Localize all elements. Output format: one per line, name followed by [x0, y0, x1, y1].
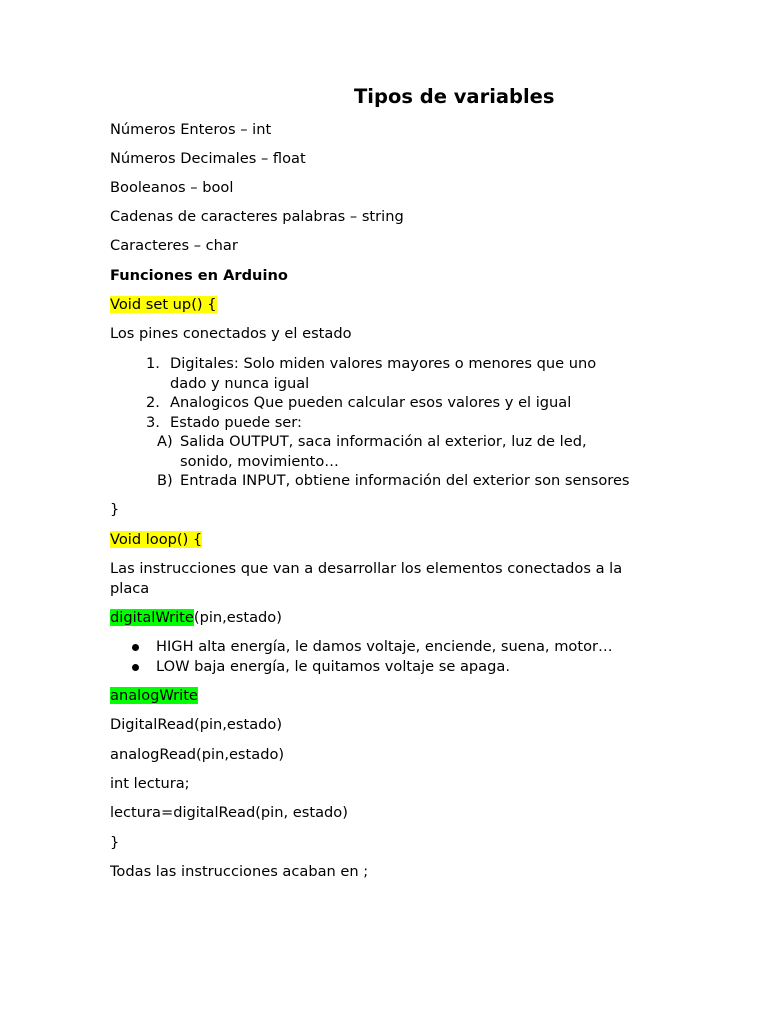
loop-close-brace: }	[110, 834, 120, 851]
bullet-item-low: LOW baja energía, le quitamos voltaje se apaga.	[156, 658, 510, 675]
code-analog-read: analogRead(pin,estado)	[110, 746, 285, 763]
loop-header: Void loop() {	[110, 531, 203, 548]
bullet-icon	[132, 644, 139, 651]
sublist-marker-b: B)	[157, 472, 173, 489]
loop-description-line-1: Las instrucciones que van a desarrollar los elementos conectados a la	[110, 560, 623, 577]
setup-close-brace: }	[110, 501, 120, 518]
analog-write-fn: analogWrite	[110, 687, 198, 704]
page-title: Tipos de variables	[354, 85, 555, 108]
code-int-lectura: int lectura;	[110, 775, 190, 792]
type-bool: Booleanos – bool	[110, 179, 234, 196]
list-item-1-line-2: dado y nunca igual	[170, 375, 310, 392]
loop-description-line-2: placa	[110, 580, 150, 597]
code-lectura-assign: lectura=digitalRead(pin, estado)	[110, 804, 348, 821]
sublist-item-a-line-2: sonido, movimiento…	[180, 453, 339, 470]
sublist-item-a-line-1: Salida OUTPUT, saca información al exterior, luz de led,	[180, 433, 587, 450]
digital-write-line	[110, 608, 282, 628]
sublist-marker-a: A)	[157, 433, 173, 450]
setup-header-line	[110, 295, 217, 315]
list-item-2: Analogicos Que pueden calcular esos valores y el igual	[170, 394, 572, 411]
list-marker-2: 2.	[146, 394, 160, 411]
analog-write-line	[110, 686, 198, 706]
setup-header: Void set up() {	[110, 296, 217, 313]
code-digital-read: DigitalRead(pin,estado)	[110, 716, 283, 733]
list-item-1-line-1: Digitales: Solo miden valores mayores o menores que uno	[170, 355, 597, 372]
type-char: Caracteres – char	[110, 237, 238, 254]
list-marker-3: 3.	[146, 414, 160, 431]
type-string: Cadenas de caracteres palabras – string	[110, 208, 404, 225]
functions-heading: Funciones en Arduino	[110, 267, 288, 284]
bullet-item-high: HIGH alta energía, le damos voltaje, enciende, suena, motor…	[156, 638, 613, 655]
type-float: Números Decimales – float	[110, 150, 306, 167]
list-item-3: Estado puede ser:	[170, 414, 302, 431]
setup-intro: Los pines conectados y el estado	[110, 325, 352, 342]
sublist-item-b: Entrada INPUT, obtiene información del exterior son sensores	[180, 472, 630, 489]
loop-header-line	[110, 530, 202, 550]
digital-write-fn: digitalWrite	[110, 609, 194, 626]
digital-write-args: (pin,estado)	[193, 609, 282, 626]
footer-note: Todas las instrucciones acaban en ;	[110, 863, 369, 880]
type-int: Números Enteros – int	[110, 121, 272, 138]
bullet-icon	[132, 664, 139, 671]
list-marker-1: 1.	[146, 355, 160, 372]
